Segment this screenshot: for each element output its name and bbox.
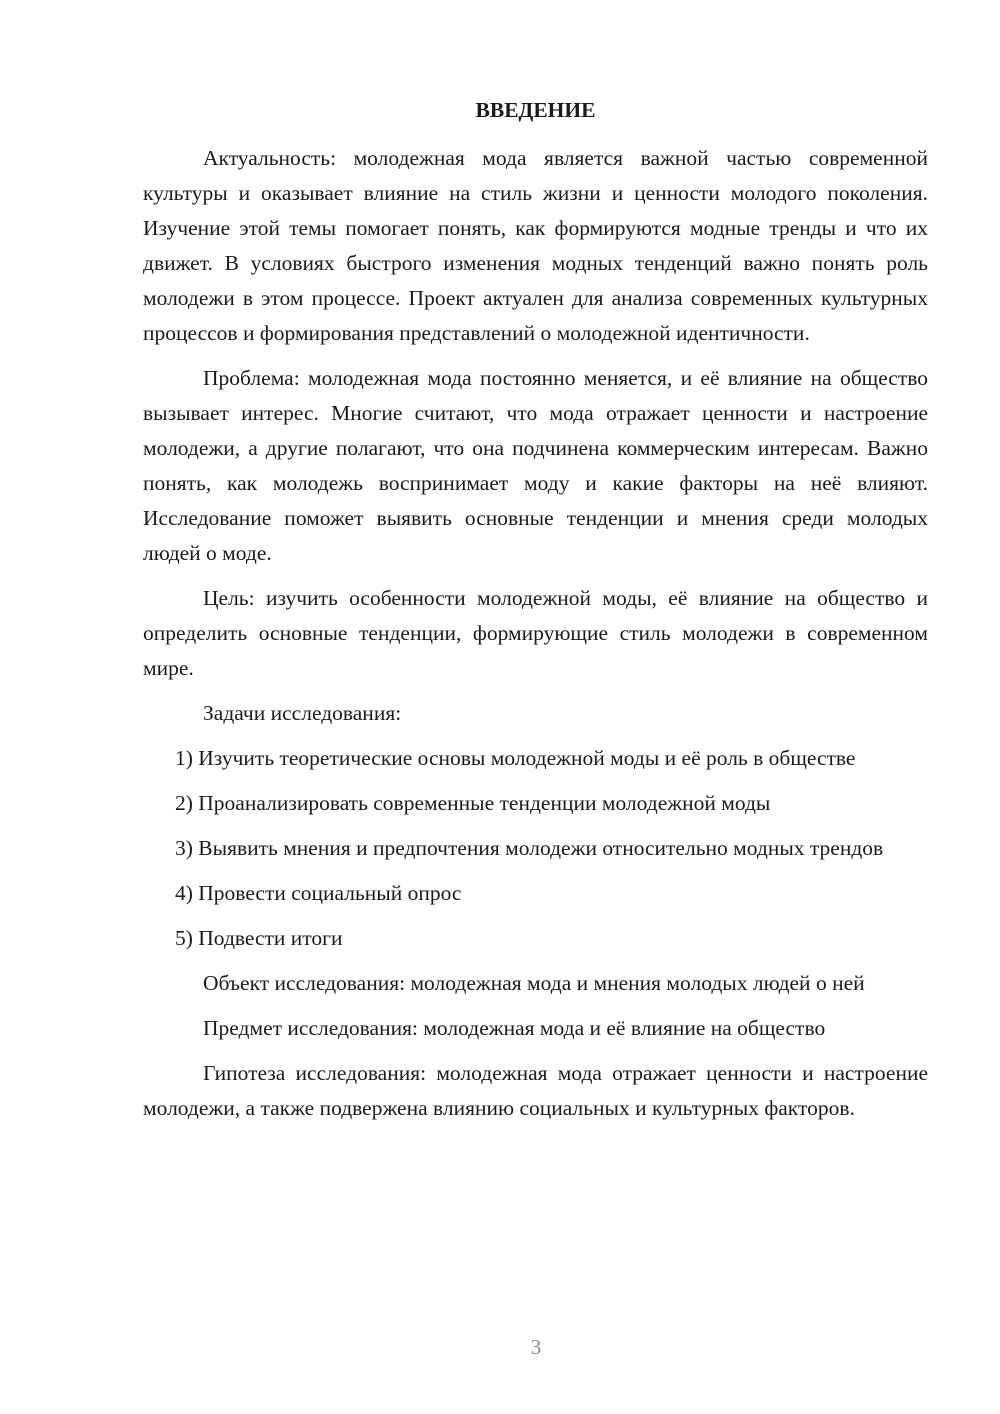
task-item-4: 4) Провести социальный опрос xyxy=(175,881,462,905)
problem-paragraph: Проблема: молодежная мода постоянно меняется, и её влияние на общество вызывает интерес. Многие считают, что мода отражает ценности и настроение молодежи, а другие полагают, что она подчинена коммерческим интересам. Важно понять, как молодежь воспринимает моду и какие факторы на неё влияют. Исследование поможет выявить основные тенденции и мнения среди молодых людей о моде. xyxy=(143,366,928,565)
subject-paragraph: Предмет исследования: молодежная мода и её влияние на общество xyxy=(203,1016,826,1040)
page-content xyxy=(143,95,928,1136)
task-item-2: 2) Проанализировать современные тенденции молодежной моды xyxy=(175,791,771,815)
object-paragraph: Объект исследования: молодежная мода и мнения молодых людей о ней xyxy=(203,971,865,995)
task-item-5: 5) Подвести итоги xyxy=(175,926,343,950)
page-title: ВВЕДЕНИЕ xyxy=(475,98,596,122)
task-item-1: 1) Изучить теоретические основы молодежной моды и её роль в обществе xyxy=(175,746,856,770)
hypothesis-paragraph: Гипотеза исследования: молодежная мода отражает ценности и настроение молодежи, а также подвержена влиянию социальных и культурных факторов. xyxy=(143,1061,928,1120)
task-item-3: 3) Выявить мнения и предпочтения молодежи относительно модных трендов xyxy=(175,836,884,860)
tasks-heading: Задачи исследования: xyxy=(203,701,402,725)
goal-paragraph: Цель: изучить особенности молодежной моды, её влияние на общество и определить основные тенденции, формирующие стиль молодежи в современном мире. xyxy=(143,586,928,680)
relevance-paragraph: Актуальность: молодежная мода является важной частью современной культуры и оказывает влияние на стиль жизни и ценности молодого поколения. Изучение этой темы помогает понять, как формируются модные тренды и что их движет. В условиях быстрого изменения модных тенденций важно понять роль молодежи в этом процессе. Проект актуален для анализа современных культурных процессов и формирования представлений о молодежной идентичности. xyxy=(143,146,928,345)
page-number: 3 xyxy=(530,1335,542,1359)
